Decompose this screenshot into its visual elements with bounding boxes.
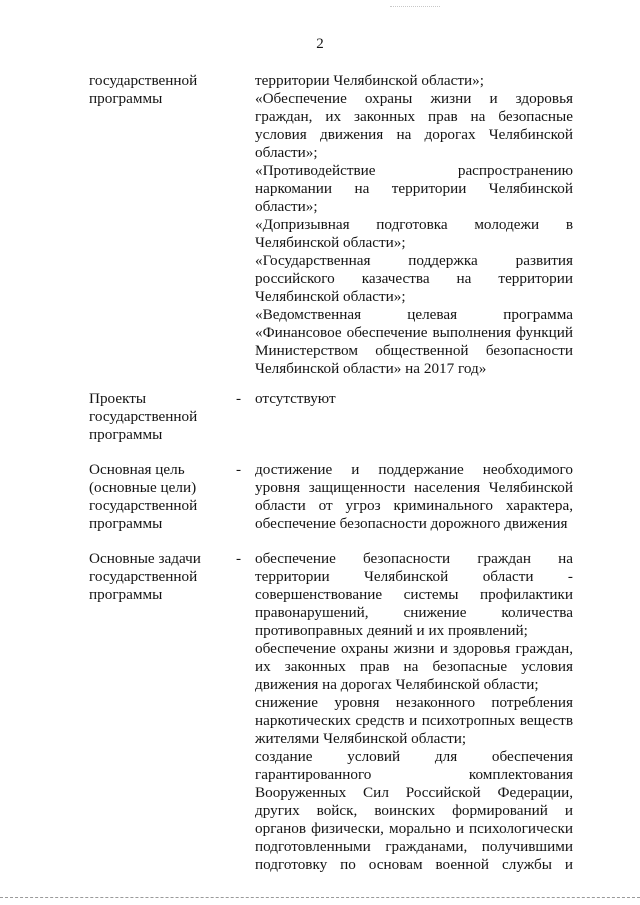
- paragraph: «Государственная поддержка развития российского казачества на территории Челябинской области»;: [255, 252, 573, 305]
- row-label: Основная цель (основные цели) государственной программы: [89, 461, 198, 532]
- paragraph: отсутствуют: [255, 390, 336, 407]
- row-label: Основные задачи государственной программы: [89, 550, 201, 603]
- table-row-subprograms: [0, 72, 640, 378]
- row-label: государственной программы: [89, 72, 198, 107]
- passport-table: [0, 72, 640, 874]
- paragraph: «Обеспечение охраны жизни и здоровья граждан, их законных прав на безопасные условия движения на дорогах Челябинской области»;: [255, 90, 573, 161]
- row-dash: -: [236, 390, 242, 407]
- row-dash: -: [236, 550, 242, 567]
- page-bottom-edge: [0, 897, 640, 898]
- table-row-main-tasks: [0, 550, 640, 874]
- paragraph: снижение уровня незаконного потребления наркотических средств и психотропных веществ жителями Челябинской области;: [255, 694, 573, 747]
- paragraph: территории Челябинской области»;: [255, 72, 484, 89]
- row-dash: -: [236, 461, 242, 478]
- table-row-main-goal: [0, 461, 640, 533]
- paragraph: «Противодействие распространению наркомании на территории Челябинской области»;: [255, 162, 573, 215]
- row-value: [255, 550, 573, 874]
- row-value: [255, 461, 573, 533]
- row-label: Проекты государственной программы: [89, 390, 198, 443]
- table-row-projects: [0, 390, 640, 444]
- paragraph: обеспечение безопасности граждан на территории Челябинской области - совершенствование системы профилактики правонарушений, снижение количества противоправных деяний и их проявлений;: [255, 550, 573, 639]
- row-value: [255, 390, 573, 444]
- page-number: 2: [316, 36, 324, 52]
- row-value: [255, 72, 573, 378]
- paragraph: достижение и поддержание необходимого уровня защищенности населения Челябинской области от угроз криминального характера, обеспечение безопасности дорожного движения: [255, 461, 573, 532]
- scan-artifact: [390, 6, 440, 8]
- paragraph: «Допризывная подготовка молодежи в Челябинской области»;: [255, 216, 573, 251]
- paragraph: создание условий для обеспечения гарантированного комплектования Вооруженных Сил Российской Федерации, других войск, воинских формирований и органов физически, морально и психологически подготовленными гражданами, получившими подготовку по основам военной службы и: [255, 748, 573, 873]
- paragraph: обеспечение охраны жизни и здоровья граждан, их законных прав на безопасные условия движения на дорогах Челябинской области;: [255, 640, 573, 693]
- paragraph: «Ведомственная целевая программа «Финансовое обеспечение выполнения функций Министерством общественной безопасности Челябинской области» на 2017 год»: [255, 306, 573, 377]
